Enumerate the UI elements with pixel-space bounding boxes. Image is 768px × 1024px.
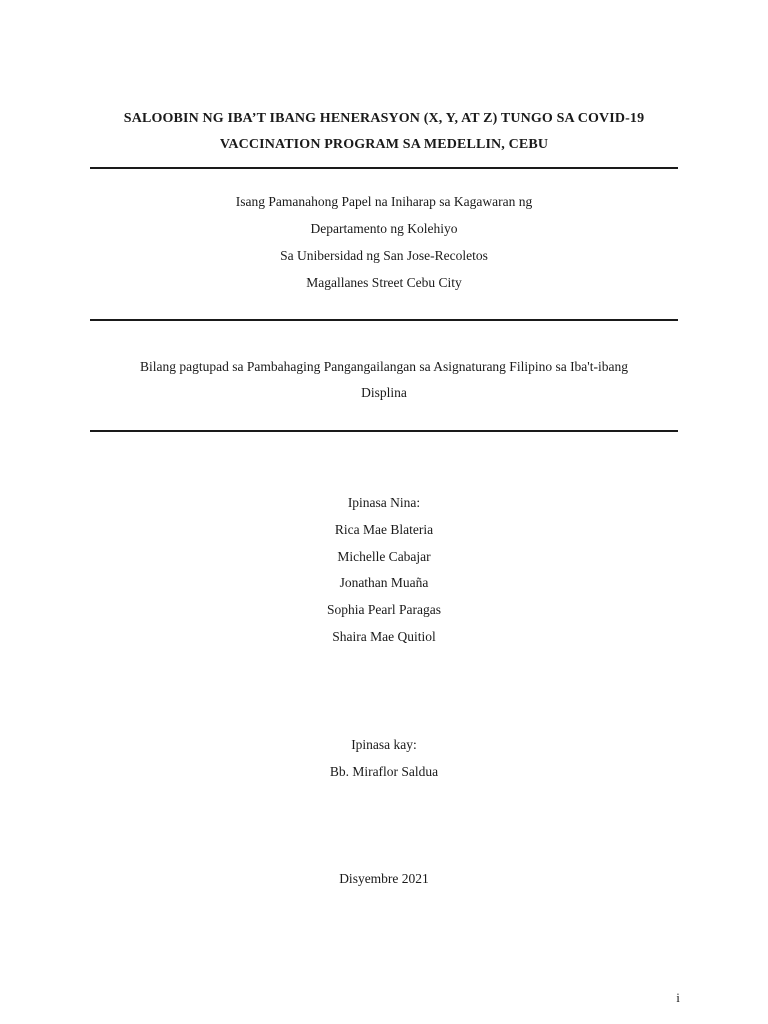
author-name: Sophia Pearl Paragas (327, 602, 441, 617)
divider-rule (90, 319, 678, 321)
requirement-line-1: Bilang pagtupad sa Pambahaging Pangangailangan sa Asignaturang Filipino sa Iba't-ibang (140, 359, 628, 374)
divider-rule (90, 167, 678, 169)
submission-line-2: Departamento ng Kolehiyo (310, 221, 458, 236)
page-number: i (676, 990, 680, 1005)
authors-label: Ipinasa Nina: (347, 495, 421, 510)
author-name: Jonathan Muaña (339, 575, 429, 590)
submission-line-1: Isang Pamanahong Papel na Iniharap sa Kagawaran ng (235, 194, 533, 209)
submission-date: Disyembre 2021 (339, 871, 429, 886)
adviser-label: Ipinasa kay: (351, 737, 417, 752)
divider-rule (90, 430, 678, 432)
author-name: Michelle Cabajar (337, 549, 431, 564)
submission-line-3: Sa Unibersidad ng San Jose-Recoletos (280, 248, 488, 263)
adviser-name: Bb. Miraflor Saldua (329, 764, 439, 779)
requirement-line-2: Displina (361, 385, 407, 400)
submission-line-4: Magallanes Street Cebu City (306, 275, 462, 290)
author-name: Shaira Mae Quitiol (332, 629, 436, 644)
paper-title-line-1: SALOOBIN NG IBA’T IBANG HENERASYON (X, Y, AT Z) TUNGO SA COVID-19 (123, 111, 645, 126)
author-name: Rica Mae Blateria (334, 522, 434, 537)
paper-title-line-2: VACCINATION PROGRAM SA MEDELLIN, CEBU (219, 137, 549, 152)
